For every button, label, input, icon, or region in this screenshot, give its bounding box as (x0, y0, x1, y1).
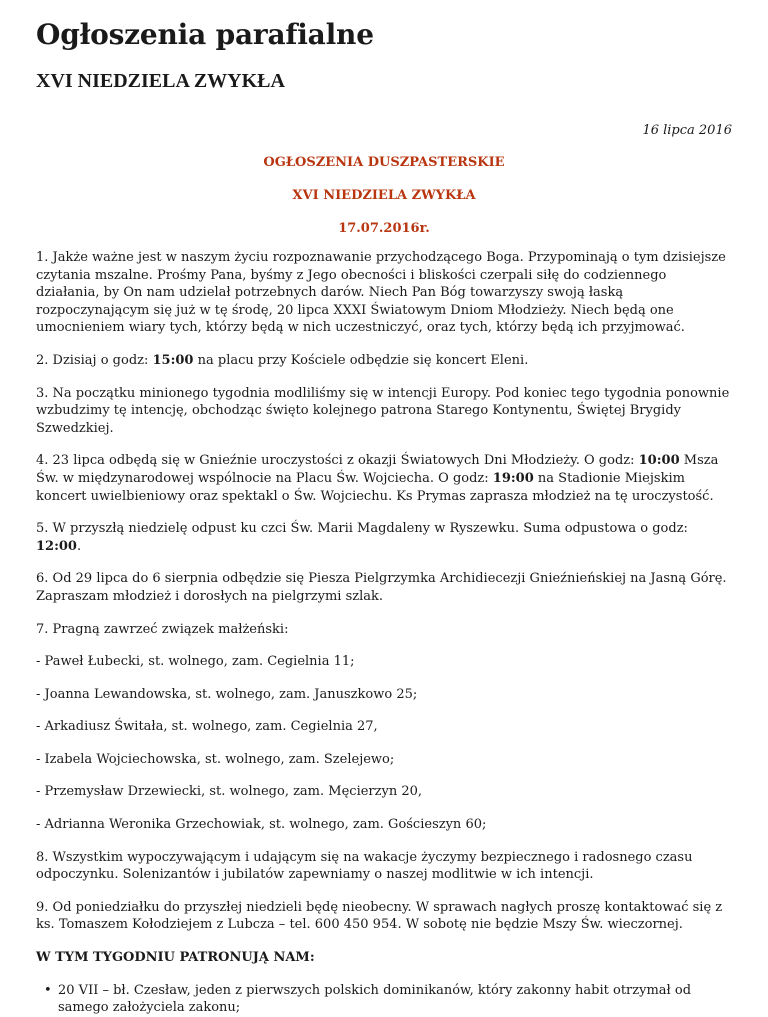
couple-entry: - Adrianna Weronika Grzechowiak, st. wolnego, zam. Gościeszyn 60; (36, 817, 487, 833)
list-item: • 20 VII – bł. Czesław, jeden z pierwszych polskich dominikanów, który zakonny habit otrzymał od samego założyciela zakonu; (46, 982, 732, 1017)
announcement-sunday: XVI NIEDZIELA ZWYKŁA (292, 188, 476, 203)
paragraph-6: 6. Od 29 lipca do 6 sierpnia odbędzie się Piesza Pielgrzymka Archidiecezji Gnieźnieńskiej na Jasną Górę. Zapraszam młodzież i dorosłych na pielgrzymi szlak. (36, 571, 727, 604)
patrons-heading: W TYM TYGODNIU PATRONUJĄ NAM: (36, 950, 315, 966)
paragraph-9: 9. Od poniedziałku do przyszłej niedzieli będę nieobecny. W sprawach nagłych proszę kontaktować się z ks. Tomaszem Kołodziejem z Lubcza – tel. 600 450 954. W sobotę nie będzie Mszy Św. wieczornej. (36, 899, 723, 933)
page-subtitle: XVI NIEDZIELA ZWYKŁA (36, 70, 285, 92)
paragraph-8: 8. Wszystkim wypoczywającym i udającym się na wakacje życzymy bezpiecznego i radosnego czasu odpoczynku. Solenizantów i jubilatów zapewniamy o naszej modlitwie w ich intencji. (36, 849, 693, 883)
announcement-heading: OGŁOSZENIA DUSZPASTERSKIE (263, 155, 505, 170)
paragraph-5: 5. W przyszłą niedzielę odpust ku czci Św. Marii Magdaleny w Ryszewku. Suma odpustowa o godz: 12:00. (36, 521, 688, 554)
announcements-body (36, 249, 732, 1017)
post-date: 16 lipca 2016 (642, 123, 732, 138)
announcement-date: 17.07.2016r. (338, 221, 430, 236)
paragraph-3: 3. Na początku minionego tygodnia modliliśmy się w intencji Europy. Pod koniec tego tygodnia ponownie wzbudzimy tę intencję, obchodząc święto kolejnego patrona Starego Kontynentu, Świętej Brygidy Szwedzkiej. (36, 385, 730, 436)
paragraph-7: 7. Pragną zawrzeć związek małżeński: (36, 621, 289, 637)
patrons-list (36, 982, 732, 1017)
page-title: Ogłoszenia parafialne (36, 18, 374, 51)
couple-entry: - Izabela Wojciechowska, st. wolnego, zam. Szelejewo; (36, 751, 395, 767)
couple-entry: - Joanna Lewandowska, st. wolnego, zam. Januszkowo 25; (36, 686, 418, 702)
couple-entry: - Arkadiusz Świtała, st. wolnego, zam. Cegielnia 27, (36, 719, 378, 735)
paragraph-2: 2. Dzisiaj o godz: 15:00 na placu przy Kościele odbędzie się koncert Eleni. (36, 352, 529, 368)
paragraph-1: 1. Jakże ważne jest w naszym życiu rozpoznawanie przychodzącego Boga. Przypominają o tym dzisiejsze czytania mszalne. Prośmy Pana, byśmy z Jego obecności i bliskości czerpali siłę do codziennego działania, by On nam udzielał potrzebnych darów. Niech Pan Bóg towarzyszy swoją łaską rozpoczynającym się już w tę środę, 20 lipca XXXI Światowym Dniom Młodzieży. Niech będą one umocnieniem wiary tych, którzy będą w nich uczestniczyć, oraz tych, którzy będą ich przyjmować. (36, 250, 726, 336)
couple-entry: - Paweł Łubecki, st. wolnego, zam. Cegielnia 11; (36, 654, 355, 670)
paragraph-4: 4. 23 lipca odbędą się w Gnieźnie uroczystości z okazji Światowych Dni Młodzieży. O godz: 10:00 Msza Św. w międzynarodowej wspólnocie na Placu Św. Wojciecha. O godz: 19:00 na Stadionie Miejskim koncert uwielbieniowy oraz spektakl o Św. Wojciechu. Ks Prymas zaprasza młodzież na tę uroczystość. (36, 453, 719, 504)
couple-entry: - Przemysław Drzewiecki, st. wolnego, zam. Męcierzyn 20, (36, 784, 423, 800)
